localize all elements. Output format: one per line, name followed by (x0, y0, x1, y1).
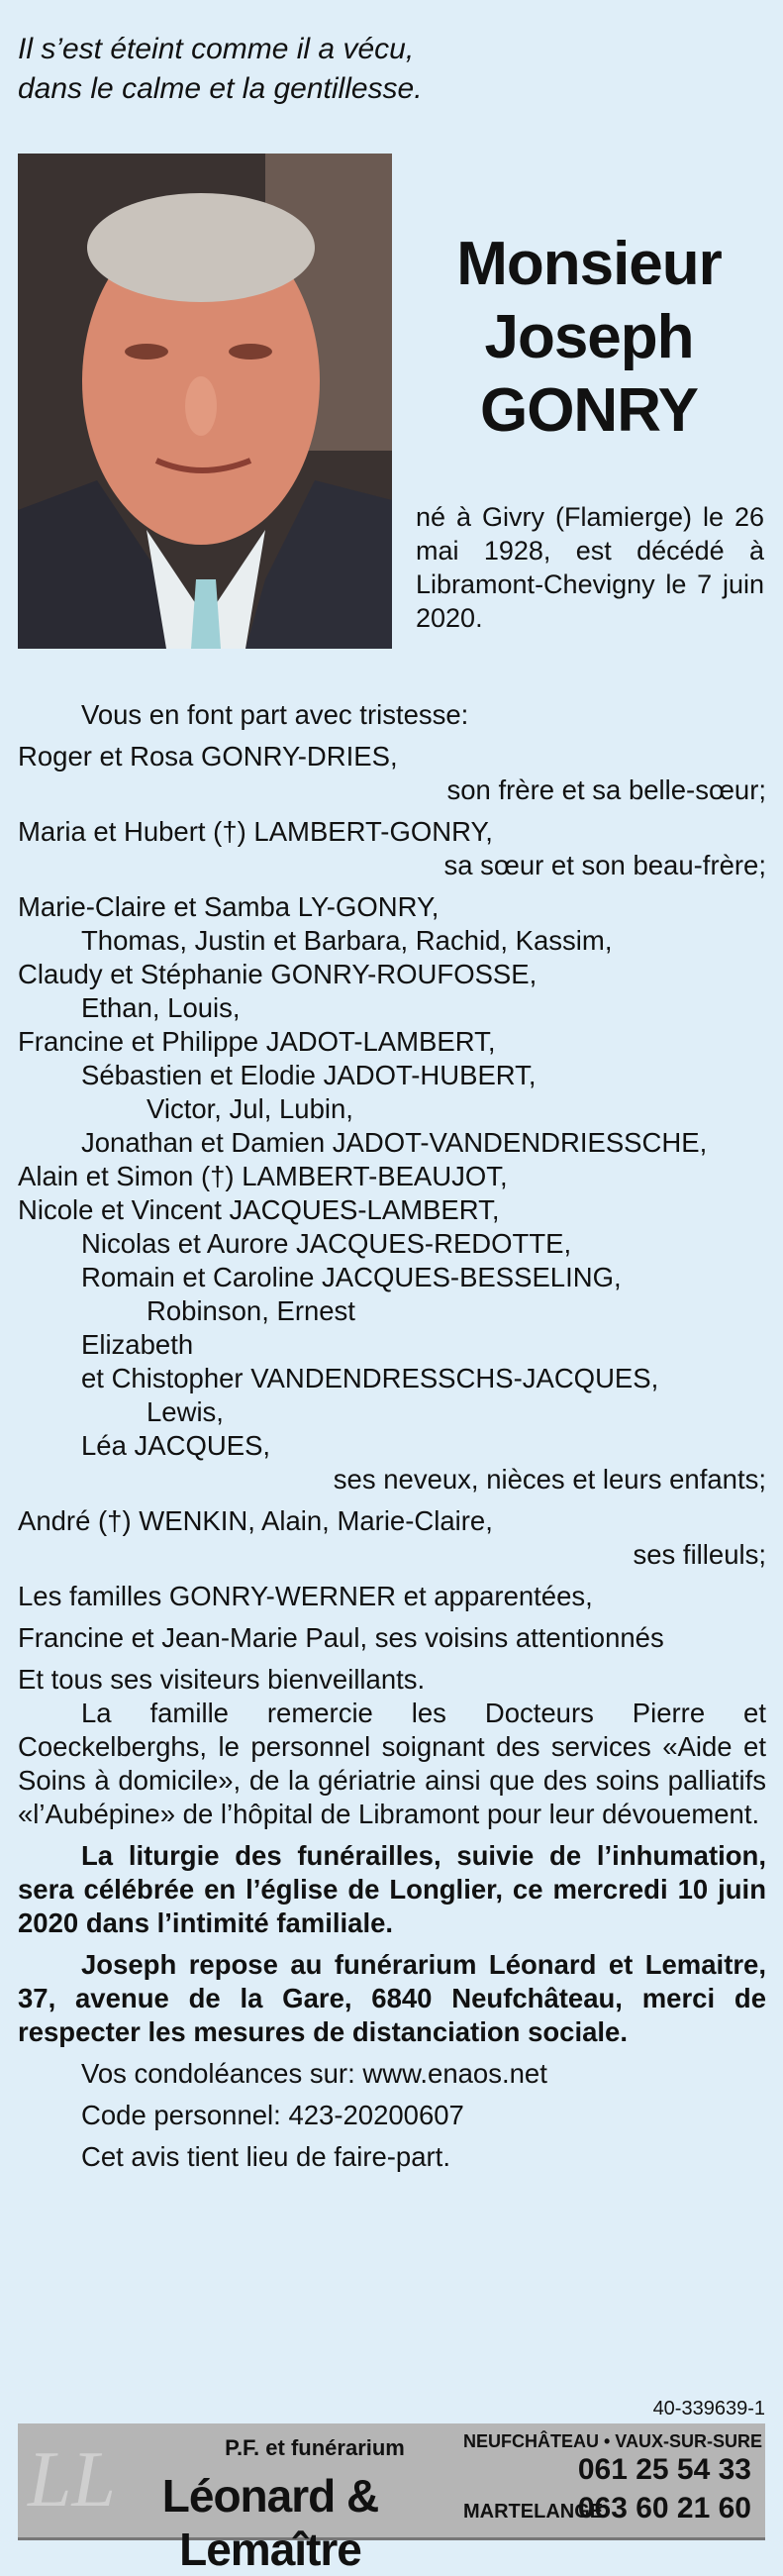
relation-line: ses filleuls; (633, 1539, 766, 1570)
family-line: Nicole et Vincent JACQUES-LAMBERT, (18, 1194, 500, 1225)
phone-2: 063 60 21 60 (577, 2492, 751, 2524)
family-line: Les familles GONRY-WERNER et apparentées, (18, 1581, 593, 1611)
location-2: MARTELANGE (463, 2501, 604, 2523)
location-1: NEUFCHÂTEAU • VAUX-SUR-SURE (463, 2431, 762, 2451)
portrait-illustration (18, 154, 392, 649)
name-last: GONRY (479, 376, 699, 445)
liturgy-paragraph: La liturgie des funérailles, suivie de l’inhumation, sera célébrée en l’église de Longlier, ce mercredi 10 juin 2020 dans l’intimité familiale. (18, 1840, 766, 1938)
pf-label: P.F. et funérarium (225, 2435, 405, 2460)
family-line: Robinson, Ernest (147, 1295, 355, 1326)
birth-death-info: né à Givry (Flamierge) le 26 mai 1928, est décédé à Libramont-Chevigny le 7 juin 2020. (416, 502, 764, 633)
phone-1: 061 25 54 33 (577, 2453, 751, 2486)
family-line: Francine et Philippe JADOT-LAMBERT, (18, 1026, 496, 1057)
family-line: Jonathan et Damien JADOT-VANDENDRIESSCHE, (81, 1127, 708, 1158)
family-line: Léa JACQUES, (81, 1430, 271, 1461)
family-line: Victor, Jul, Lubin, (147, 1093, 353, 1124)
family-line: Sébastien et Elodie JADOT-HUBERT, (81, 1060, 537, 1090)
visitors-line: Et tous ses visiteurs bienveillants. (18, 1664, 426, 1695)
family-line: Lewis, (147, 1396, 224, 1427)
funeral-director-banner (18, 2423, 765, 2575)
name-title: Monsieur (456, 230, 722, 298)
family-line: Claudy et Stéphanie GONRY-ROUFOSSE, (18, 959, 538, 989)
family-line: Elizabeth (81, 1329, 194, 1360)
quote-line: dans le calme et la gentillesse. (18, 72, 423, 105)
funeral-home-paragraph: Joseph repose au funérarium Léonard et Lemaitre, 37, avenue de la Gare, 6840 Neufchâteau, merci de respecter les mesures de distanciation sociale. (18, 1949, 766, 2047)
thanks-paragraph: La famille remercie les Docteurs Pierre et Coeckelberghs, le personnel soignant des services «Aide et Soins à domicile», de la gériatrie ainsi que des soins palliatifs «l’Aubépine» de l’hôpital de Libramont pour leur dévouement. (18, 1698, 766, 1829)
announcement-body (18, 698, 766, 2174)
family-line: Ethan, Louis, (81, 992, 241, 1023)
neighbours-line: Francine et Jean-Marie Paul, ses voisins attentionnés (18, 1622, 664, 1653)
reference-number: 40-339639-1 (652, 2398, 765, 2420)
family-line: Nicolas et Aurore JACQUES-REDOTTE, (81, 1228, 572, 1259)
family-line: André (†) WENKIN, Alain, Marie-Claire, (18, 1505, 493, 1536)
relation-line: sa sœur et son beau-frère; (443, 850, 766, 880)
code-line: Code personnel: 423-20200607 (81, 2100, 464, 2130)
intro-line: Vous en font part avec tristesse: (81, 699, 469, 730)
family-line: Thomas, Justin et Barbara, Rachid, Kassim, (81, 925, 613, 956)
logo-mark: LL (28, 2436, 116, 2524)
condolences-line: Vos condoléances sur: www.enaos.net (81, 2058, 547, 2089)
family-line: Romain et Caroline JACQUES-BESSELING, (81, 1262, 622, 1292)
notice-line: Cet avis tient lieu de faire-part. (81, 2141, 450, 2172)
family-line: Roger et Rosa GONRY-DRIES, (18, 741, 398, 772)
family-line: Maria et Hubert (†) LAMBERT-GONRY, (18, 816, 493, 847)
quote-line: Il s’est éteint comme il a vécu, (18, 33, 415, 65)
family-line: et Chistopher VANDENDRESSCHS-JACQUES, (81, 1363, 659, 1393)
relation-line: son frère et sa belle-sœur; (446, 774, 766, 805)
family-line: Marie-Claire et Samba LY-GONRY, (18, 891, 440, 922)
epitaph-quote (18, 30, 770, 109)
name-first: Joseph (484, 303, 694, 371)
relation-line: ses neveux, nièces et leurs enfants; (333, 1464, 766, 1494)
deceased-name (406, 228, 772, 448)
firm-name: Léonard & Lemaître (161, 2470, 379, 2575)
portrait-photo (18, 154, 392, 649)
family-line: Alain et Simon (†) LAMBERT-BEAUJOT, (18, 1161, 508, 1191)
